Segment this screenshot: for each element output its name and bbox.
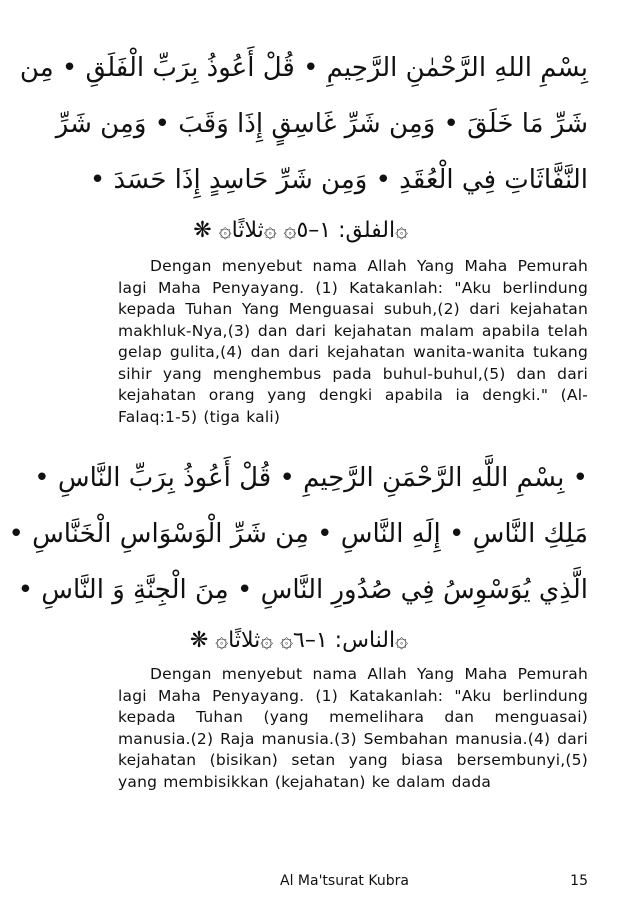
page-number: 15	[570, 873, 588, 889]
arabic-line: مَلِكِ النَّاسِ • إِلَهِ النَّاسِ • مِن شَرِّ الْوَسْوَاسِ الْخَنَّاسِ •	[8, 519, 588, 549]
surah-nas-translation: Dengan menyebut nama Allah Yang Maha Pemurah lagi Maha Penyayang. (1) Katakanlah: "Aku berlindung kepada Tuhan (yang memelihara dan menguasai) manusia.(2) Raja manusia.(3) Sembahan manusia.(4) dari kejahatan (bisikan) setan yang biasa bersembunyi,(5) yang membisikkan (kejahatan) ke dalam dada	[118, 665, 588, 791]
arabic-line: شَرِّ مَا خَلَقَ • وَمِن شَرِّ غَاسِقٍ إِذَا وَقَبَ • وَمِن شَرِّ	[55, 109, 588, 139]
surah-falaq-reference: ۞الفلق: ١–٥۞ ۞ثلاثًا۞ ❋	[193, 218, 408, 243]
surah-falaq-translation: Dengan menyebut nama Allah Yang Maha Pemurah lagi Maha Penyayang. (1) Katakanlah: "Aku berlindung kepada Tuhan Yang Menguasai subuh,(2) dari kejahatan makhluk-Nya,(3) dan dari kejahatan malam apabila telah gelap gulita,(4) dan dari kejahatan wanita-wanita tukang sihir yang menghembus pada buhul-buhul,(5) dan dari kejahatan orang yang dengki apabila ia dengki." (Al-Falaq:1-5) (tiga kali)	[118, 257, 588, 426]
surah-falaq-arabic	[19, 40, 588, 208]
arabic-line: النَّفَّاثَاتِ فِي الْعُقَدِ • وَمِن شَرِّ حَاسِدٍ إِذَا حَسَدَ •	[89, 165, 588, 195]
arabic-line: • بِسْمِ اللَّهِ الرَّحْمَنِ الرَّحِيمِ • قُلْ أَعُوذُ بِرَبِّ النَّاسِ •	[34, 463, 588, 493]
book-title: Al Ma'tsurat Kubra	[280, 873, 409, 889]
surah-nas-reference: ۞الناس: ١–٦۞ ۞ثلاثًا۞ ❋	[189, 628, 408, 653]
page-content	[8, 40, 588, 793]
surah-falaq-block	[19, 40, 588, 428]
surah-nas-arabic	[8, 450, 588, 618]
arabic-line: بِسْمِ اللهِ الرَّحْمٰنِ الرَّحِيمِ • قُلْ أَعُوذُ بِرَبِّ الْفَلَقِ • مِن	[19, 53, 588, 83]
arabic-line: الَّذِي يُوَسْوِسُ فِي صُدُورِ النَّاسِ • مِنَ الْجِنَّةِ وَ النَّاسِ •	[17, 575, 588, 605]
surah-nas-block	[8, 450, 588, 793]
